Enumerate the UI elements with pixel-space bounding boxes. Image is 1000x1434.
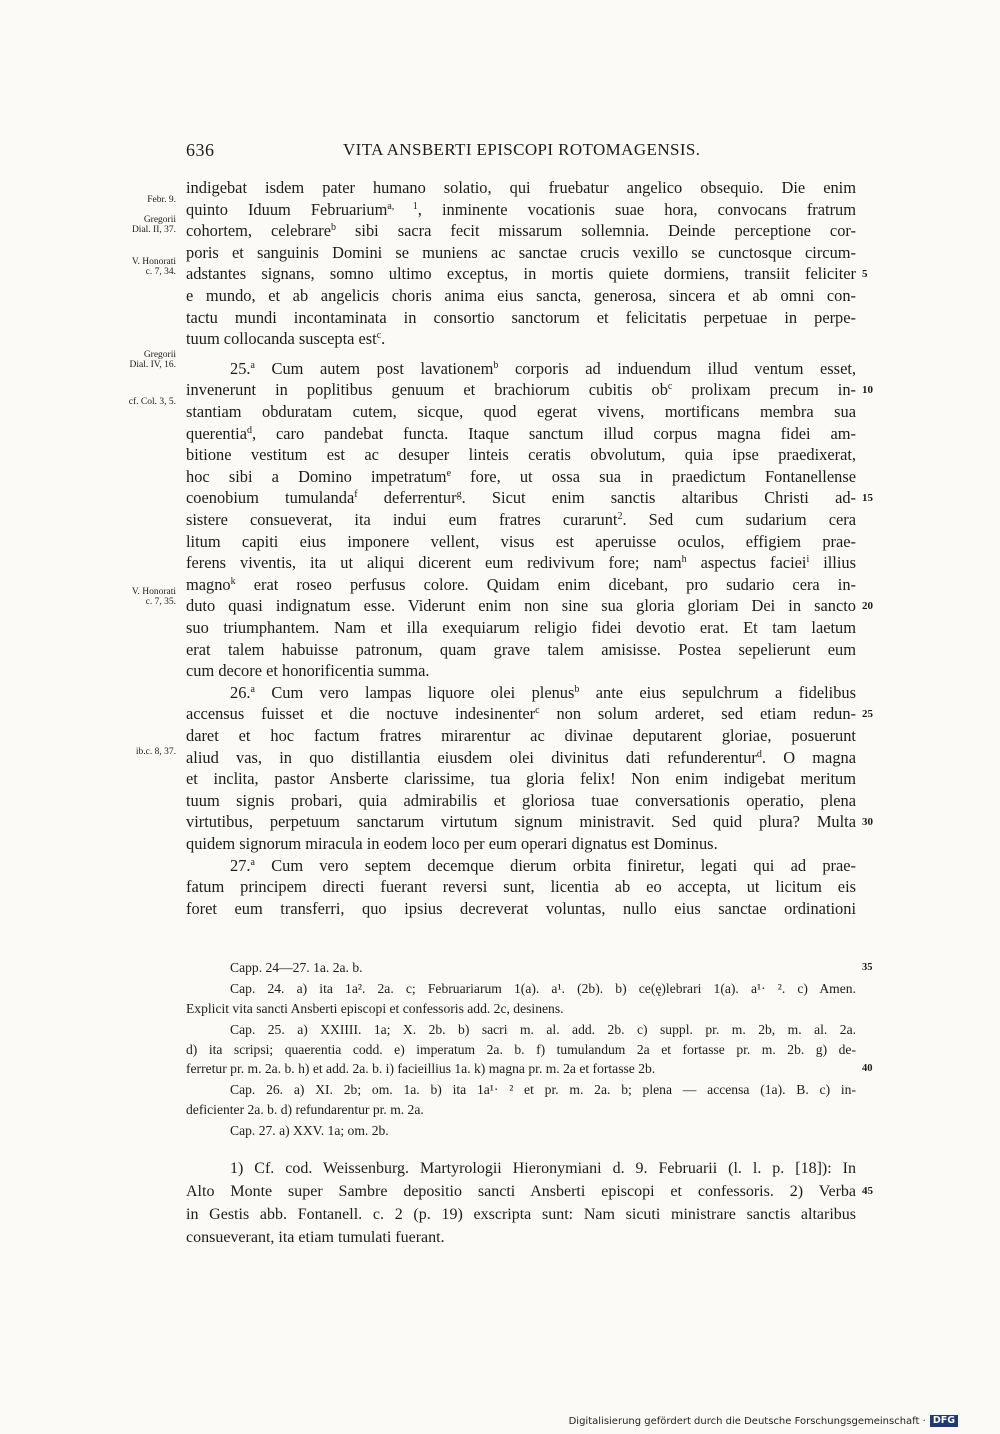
text-line bbox=[186, 379, 856, 401]
text-line bbox=[186, 401, 856, 423]
superscript: e bbox=[446, 467, 452, 479]
text-line bbox=[186, 509, 856, 531]
text-run: foret eum transferri, quo ipsius decreverat voluntas, nullo eius sanctae ordinationi bbox=[186, 898, 856, 918]
text-run: querentia bbox=[186, 423, 247, 443]
text-run: prolixam precum in- bbox=[672, 380, 856, 400]
text-line bbox=[186, 444, 856, 466]
text-run: deferrentur bbox=[357, 488, 457, 508]
text-run: quidem signorum miracula in eodem loco per eum operari dignatus est Dominus. bbox=[186, 834, 718, 853]
text-line bbox=[186, 487, 856, 509]
text-run: adstantes signans, somno ultimo exceptus, in mortis quiete dormiens, transiit feliciter bbox=[186, 264, 856, 284]
text-run: ante eius sepulchrum a fidelibus bbox=[579, 682, 857, 702]
text-line bbox=[186, 199, 856, 221]
superscript: k bbox=[230, 575, 236, 587]
text-line bbox=[230, 358, 856, 380]
dfg-logo: DFG bbox=[930, 1415, 958, 1427]
text-run: 26. bbox=[230, 682, 251, 702]
text-line bbox=[186, 833, 856, 855]
superscript: b bbox=[574, 683, 580, 695]
footnote-line: Alto Monte super Sambre depositio sancti Ansberti episcopi et confessoris. 2) Verba bbox=[186, 1183, 856, 1200]
text-line bbox=[186, 328, 856, 350]
margin-note: Gregorii Dial. II, 37. bbox=[131, 215, 176, 235]
text-run: erat talem habuisse patronum, quam grave talem amisisse. Postea sepelierunt eum bbox=[186, 639, 856, 659]
superscript: f bbox=[354, 489, 358, 501]
text-run: . O magna bbox=[761, 747, 856, 767]
text-line bbox=[186, 574, 856, 596]
text-line bbox=[186, 811, 856, 833]
superscript: d bbox=[756, 748, 762, 760]
margin-note: Gregorii Dial. IV, 16. bbox=[129, 350, 176, 370]
line-number: 25 bbox=[862, 708, 873, 721]
text-line bbox=[186, 263, 856, 285]
text-line bbox=[230, 682, 856, 704]
text-run: et inclita, pastor Ansberte clarissime, tua gloria felix! Non enim indigebat meritum bbox=[186, 769, 856, 789]
text-line bbox=[186, 790, 856, 812]
superscript: c bbox=[376, 330, 382, 342]
text-run: tuum signis probari, quia admirabilis et gloriosa tuae conversationis operatio, plena bbox=[186, 790, 856, 810]
text-line bbox=[186, 898, 856, 920]
text-line bbox=[186, 725, 856, 747]
text-run: 27. bbox=[230, 855, 251, 875]
superscript: b bbox=[331, 222, 337, 234]
text-line bbox=[186, 423, 856, 445]
running-title: VITA ANSBERTI EPISCOPI ROTOMAGENSIS. bbox=[343, 140, 701, 159]
text-run: hoc sibi a Domino impetratum bbox=[186, 466, 447, 486]
text-run: duto quasi indignatum esse. Viderunt enim non sine sua gloria gloriam Dei in sancto bbox=[186, 596, 856, 616]
footnote-line: 1) Cf. cod. Weissenburg. Martyrologii Hieronymiani d. 9. Februarii (l. l. p. [18]): In bbox=[230, 1160, 856, 1177]
text-run: sibi sacra fecit missarum sollemnia. Deinde perceptione cor- bbox=[336, 221, 856, 241]
apparatus-line: Cap. 24. a) ita 1a². 2a. c; Februariarum 1(a). a¹. (2b). b) ce(ę)lebrari 1(a). a¹· ². c) Amen. bbox=[230, 981, 856, 997]
text-run: daret et hoc factum fratres mirarentur ac divinae deputarent gloriae, posuerunt bbox=[186, 726, 856, 745]
text-run: virtutibus, perpetuum sanctarum virtutum signum ministravit. Sed quid plura? Multa bbox=[186, 812, 856, 832]
text-run: quinto Iduum Februarium bbox=[186, 199, 388, 219]
text-run: . Sicut enim sanctis altaribus Christi ad- bbox=[461, 488, 856, 508]
page-header bbox=[0, 140, 1000, 166]
text-run: illius bbox=[809, 553, 856, 573]
text-line bbox=[186, 703, 856, 725]
apparatus-line: Cap. 26. a) XI. 2b; om. 1a. b) ita 1a¹· ² et pr. m. 2a. b; plena — accensa (1a). B. c) in- bbox=[230, 1082, 856, 1098]
superscript: a bbox=[250, 683, 255, 695]
text-run: indigebat isdem pater humano solatio, qui fruebatur angelico obsequio. Die enim bbox=[186, 178, 856, 197]
superscript: h bbox=[681, 554, 687, 566]
superscript: b bbox=[493, 359, 499, 371]
apparatus-line: Cap. 25. a) XXIIII. 1a; X. 2b. b) sacri m. al. add. 2b. c) suppl. pr. m. 2b, m. al. 2a. bbox=[230, 1022, 856, 1038]
apparatus-line: deficienter 2a. b. d) refundarentur pr. m. 2a. bbox=[186, 1101, 424, 1117]
line-number: 10 bbox=[862, 384, 873, 397]
text-run: suo triumphantem. Nam et illa exequiarum religio fidei devotio erat. Et tam laetum bbox=[186, 618, 856, 637]
text-run: . bbox=[381, 329, 386, 349]
text-run: , inminente vocationis suae hora, convocans fratrum bbox=[417, 199, 856, 219]
superscript: i bbox=[806, 554, 810, 566]
text-run: tuum collocanda suscepta est bbox=[186, 329, 377, 349]
footnote-line: consueverant, ita etiam tumulati fuerant. bbox=[186, 1229, 445, 1246]
text-line bbox=[186, 177, 856, 199]
text-line bbox=[186, 285, 856, 307]
line-number: 40 bbox=[862, 1063, 873, 1074]
text-line bbox=[186, 768, 856, 790]
footer-credit: Digitalisierung gefördert durch die Deutsche Forschungsgemeinschaft · DFG bbox=[569, 1415, 958, 1427]
text-run: e mundo, et ab angelicis choris anima eius sancta, generosa, sincera et ab omni con- bbox=[186, 286, 856, 305]
margin-note: V. Honorati c. 7, 34. bbox=[131, 257, 176, 277]
text-run: bitione vestitum est ac desuper linteis ceratis obvolutum, quia ipse praedixerat, bbox=[186, 445, 856, 465]
superscript: g bbox=[456, 489, 462, 501]
superscript: c bbox=[667, 381, 673, 393]
text-line bbox=[186, 220, 856, 242]
text-run: accensus fuisset et die noctuve indesinenter bbox=[186, 704, 536, 724]
text-line bbox=[186, 747, 856, 769]
text-run: cum decore et honorificentia summa. bbox=[186, 661, 430, 681]
margin-note: ib.c. 8, 37. bbox=[135, 747, 176, 757]
text-line bbox=[186, 531, 856, 553]
text-run: aliud vas, in quo distillantia eiusdem olei divinitus dati refunderentur bbox=[186, 747, 757, 767]
text-line bbox=[186, 617, 856, 639]
text-line bbox=[186, 660, 856, 682]
apparatus-line: Explicit vita sancti Ansberti episcopi et confessoris add. 2c, desinens. bbox=[186, 1000, 564, 1016]
apparatus-line: Cap. 27. a) XXV. 1a; om. 2b. bbox=[230, 1123, 389, 1139]
line-number: 5 bbox=[862, 268, 868, 281]
text-line bbox=[186, 307, 856, 329]
text-line bbox=[230, 855, 856, 877]
footnote-line: in Gestis abb. Fontanell. c. 2 (p. 19) exscripta sunt: Nam sicuti ministrare sanctis altaribus bbox=[186, 1206, 856, 1223]
text-line bbox=[186, 552, 856, 574]
superscript: a bbox=[250, 359, 255, 371]
superscript: d bbox=[246, 424, 252, 436]
apparatus-line: d) ita scripsi; quaerentia codd. e) imperatum 2a. b. f) tumulandum 2a et fortasse pr. m. 2b. g) de- bbox=[186, 1041, 856, 1057]
text-run: Cum vero septem decemque dierum orbita finiretur, legati qui ad prae- bbox=[254, 855, 856, 875]
text-run: magno bbox=[186, 574, 231, 594]
margin-note: cf. Col. 3, 5. bbox=[128, 397, 176, 407]
text-line bbox=[186, 876, 856, 898]
line-number: 30 bbox=[862, 816, 873, 829]
page-number: 636 bbox=[186, 140, 215, 160]
text-run: corporis ad induendum illud ventum esset, bbox=[498, 358, 856, 378]
text-run: tactu mundi incontaminata in consortio sanctorum et felicitatis perpetuae in perpe- bbox=[186, 307, 856, 327]
text-run: non solum arderet, sed etiam redun- bbox=[539, 704, 857, 724]
text-run: sistere consueverat, ita indui eum fratres curarunt bbox=[186, 510, 618, 529]
text-run: Cum autem post lavationem bbox=[254, 358, 494, 378]
text-run: litum capiti eius imponere vellent, visus est aperuisse oculos, effigiem prae- bbox=[186, 531, 856, 551]
text-run: fatum principem directi fuerant reversi sunt, licentia ab eo accepta, ut licitum eis bbox=[186, 877, 856, 897]
superscript: c bbox=[535, 705, 540, 717]
text-run: stantiam obduratam cutem, sicque, quod egerat vivens, mortificans membra sua bbox=[186, 402, 856, 421]
line-number: 45 bbox=[862, 1185, 873, 1197]
text-run: . Sed cum sudarium cera bbox=[622, 510, 856, 529]
text-line bbox=[186, 242, 856, 264]
text-line bbox=[186, 639, 856, 661]
text-run: poris et sanguinis Domini se muniens ac sanctae crucis vexillo se cunctosque circum- bbox=[186, 242, 856, 262]
text-run: aspectus faciei bbox=[686, 553, 807, 573]
line-number: 15 bbox=[862, 492, 873, 505]
superscript: a, 1 bbox=[387, 200, 418, 212]
text-run: ferens viventis, ita ut aliqui dicerent eum redivivum fore; nam bbox=[186, 553, 682, 573]
apparatus-line: Capp. 24—27. 1a. 2a. b. bbox=[230, 960, 363, 975]
text-run: 25. bbox=[230, 358, 251, 378]
text-run: Cum vero lampas liquore olei plenus bbox=[254, 682, 575, 702]
text-run: cohortem, celebrare bbox=[186, 221, 332, 241]
line-number: 35 bbox=[862, 962, 873, 973]
text-run: coenobium tumulanda bbox=[186, 488, 355, 508]
text-run: erat roseo perfusus colore. Quidam enim dicebant, pro sudario cera in- bbox=[235, 574, 856, 594]
margin-note: V. Honorati c. 7, 35. bbox=[131, 587, 176, 607]
text-run: fore, ut ossa sua in praedictum Fontanellense bbox=[451, 466, 856, 486]
superscript: 2 bbox=[617, 511, 623, 522]
text-line bbox=[186, 595, 856, 617]
apparatus-line: ferretur pr. m. 2a. b. h) et add. 2a. b. i) facieillius 1a. k) magna pr. m. 2a et fortasse 2b. bbox=[186, 1061, 656, 1076]
superscript: a bbox=[250, 856, 255, 868]
text-run: , caro pandebat functa. Itaque sanctum illud corpus magna fidei am- bbox=[251, 423, 856, 443]
text-line bbox=[186, 466, 856, 488]
margin-note: Febr. 9. bbox=[147, 195, 176, 205]
line-number: 20 bbox=[862, 600, 873, 613]
text-run: invenerunt in poplitibus genuum et brachiorum cubitis ob bbox=[186, 380, 668, 400]
